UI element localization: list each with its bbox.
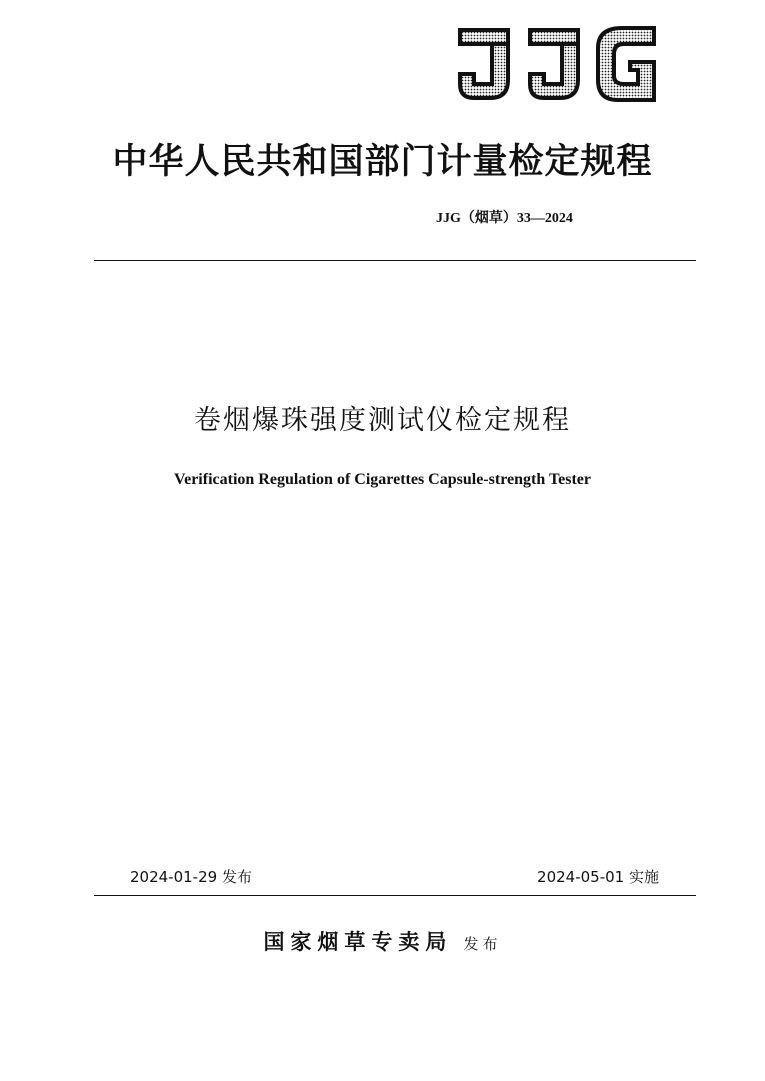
implementation-date: 2024-05-01 实施	[537, 868, 659, 886]
publisher-line	[0, 926, 765, 956]
top-divider	[94, 260, 696, 261]
jjg-logo	[452, 22, 660, 106]
document-title-chinese: 卷烟爆珠强度测试仪检定规程	[194, 405, 571, 436]
publisher-organization: 国家烟草专卖局	[263, 929, 453, 954]
publisher-action: 发布	[463, 935, 502, 953]
logo-text: JJG	[452, 22, 454, 23]
document-title-english: Verification Regulation of Cigarettes Capsule-strength Tester	[174, 471, 591, 488]
standard-number: JJG（烟草）33—2024	[436, 211, 573, 226]
standard-series-title: 中华人民共和国部门计量检定规程	[112, 141, 653, 182]
bottom-divider	[94, 895, 696, 896]
issue-date: 2024-01-29 发布	[130, 868, 252, 886]
